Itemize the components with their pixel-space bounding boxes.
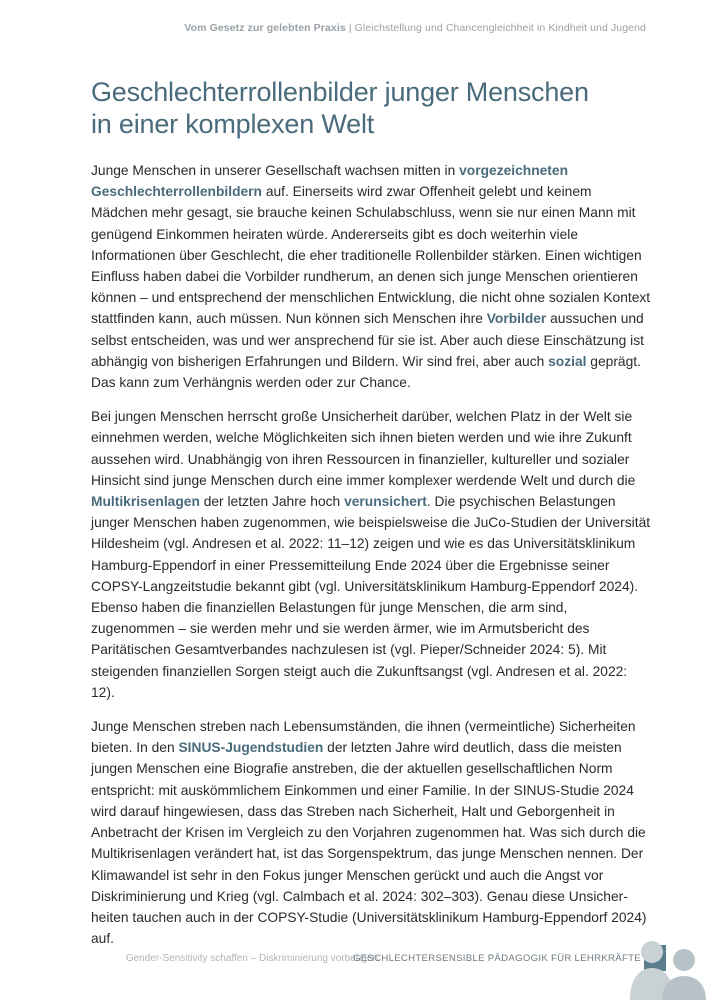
- p3-text-1: Junge Menschen streben nach Lebensumständen, die ihnen (vermeintliche) Sicherheiten bieten. In den: [91, 719, 636, 756]
- p2-text-2: der letzten Jahre hoch: [199, 494, 345, 510]
- p1-text-2: auf. Einerseits wird zwar Offenheit gelebt und keinem Mädchen mehr gesagt, sie brauche keinen Schulabschluss, wenn sie nur einen Mann mit genügend Einkommen heiraten würde. Andererseits gibt es doch weiterhin viele Informationen über Geschlecht, die eher traditionelle Rollenbilder stärken. Einen wichtigen Einfluss haben dabei die Vorbilder rundherum, an denen sich junge Menschen orientieren können – und entsprechend der menschlichen Entwicklung, die nicht ohne sozialen Kontext stattfinden kann, auch müssen. Nun können sich Menschen ihre: [91, 184, 651, 327]
- p2-text-3: . Die psychischen Belastungen junger Menschen haben zugenommen, wie beispielsweise die JuCo-Studien der Universität Hildesheim (vgl. Andresen et al. 2022: 11–12) zeigen und wie es das Universitätsklinikum Hamburg-Eppendorf in einer Pressemitteilung Ende 2024 über die Ergebnisse seiner COPSY-Langzeitstudie bekannt gibt (vgl. Universitätsklinikum Hamburg-Eppendorf 2024). Ebenso haben die finanziellen Belastungen für junge Menschen, die arm sind, zugenommen – sie werden mehr und sie werden ärmer, wie im Armutsbericht des Paritätischen Gesamtverbandes nachzulesen ist (vgl. Pieper/Schneider 2024: 5). Mit steigenden finanziellen Sorgen steigt auch die Zukunftsangst (vgl. Andresen et al. 2022: 12).: [91, 494, 651, 700]
- p2-keyword-2: verunsichert: [344, 494, 427, 510]
- running-header-separator: |: [348, 22, 352, 34]
- p1-keyword-3: sozial: [548, 353, 587, 369]
- footer-publication-title: GESCHLECHTERSENSIBLE PÄDAGOGIK FÜR LEHRKRÄFTE: [352, 953, 641, 964]
- p3-text-2: der letzten Jahre wird deutlich, dass die meisten jungen Menschen eine Biografie anstreben, die der aktuellen gesellschaftlichen Norm entspricht: mit auskömmlichem Einkommen und einer Familie. In der SINUS-Studie 2024 wird darauf hingewiesen, dass das Streben nach Sicherheit, Halt und Geborgenheit in Anbetracht der Krisen im Vergleich zu den Vorjahren zugenommen hat. Was sich durch die Multikrisenlagen verändert hat, ist das Sorgenspektrum, das junge Menschen nennen. Der Klimawandel ist sehr in den Fokus junger Menschen gerückt und auch die Angst vor Diskriminierung und Krieg (vgl. Calmbach et al. 2024: 302–303). Genau diese Unsicherheiten tauchen auch in der COPSY-Studie (Universitätsklinikum Hamburg-Eppendorf 2024) auf.: [91, 740, 647, 947]
- p2-text-1: Bei jungen Menschen herrscht große Unsicherheit darüber, welchen Platz in der Welt sie einnehmen werden, welche Möglichkeiten sich ihnen bieten werden und wie ihre Zukunft aussehen wird. Unabhängig von ihren Ressourcen in finanzieller, kultureller und sozialer Hinsicht sind junge Menschen durch eine immer komplexer werdende Welt und durch die: [91, 409, 636, 488]
- paragraph-1: [91, 160, 651, 393]
- page-title: [91, 76, 651, 140]
- p3-keyword-1: SINUS-Jugendstudien: [178, 740, 324, 756]
- people-silhouette-icon: [616, 938, 708, 1000]
- p1-text-1: Junge Menschen in unserer Gesellschaft wachsen mitten in: [91, 163, 460, 178]
- running-header-subtitle: Gleichstellung und Chancengleichheit in Kindheit und Jugend: [354, 22, 646, 34]
- article-body: [91, 160, 651, 962]
- p1-text-3: aussuchen und selbst entscheiden, was und wer ansprechend für sie ist. Aber auch diese Einschätzung ist abhängig von bisherigen Erfahrungen und Bildern. Wir sind frei, aber auch: [91, 311, 644, 369]
- page-title-line1: Geschlechterrollenbilder junger Menschen: [91, 77, 589, 107]
- paragraph-2: [91, 406, 651, 703]
- running-header-section: Vom Gesetz zur gelebten Praxis: [184, 22, 346, 34]
- page-footer: [0, 945, 708, 975]
- paragraph-3: [91, 716, 651, 949]
- running-header: [184, 22, 646, 34]
- footer-series-title: Gender-Sensitivity schaffen – Diskriminierung vorbeugen: [125, 953, 378, 964]
- p1-text-4: geprägt. Das kann zum Verhängnis werden oder zur Chance.: [91, 353, 641, 391]
- page-title-line2: in einer komplexen Welt: [91, 109, 375, 139]
- p1-keyword-2: Vorbilder: [486, 311, 547, 327]
- p1-keyword-1: vorgezeichneten Geschlechterrollenbildern: [91, 163, 568, 200]
- p2-keyword-1: Multikrisenlagen: [91, 494, 200, 510]
